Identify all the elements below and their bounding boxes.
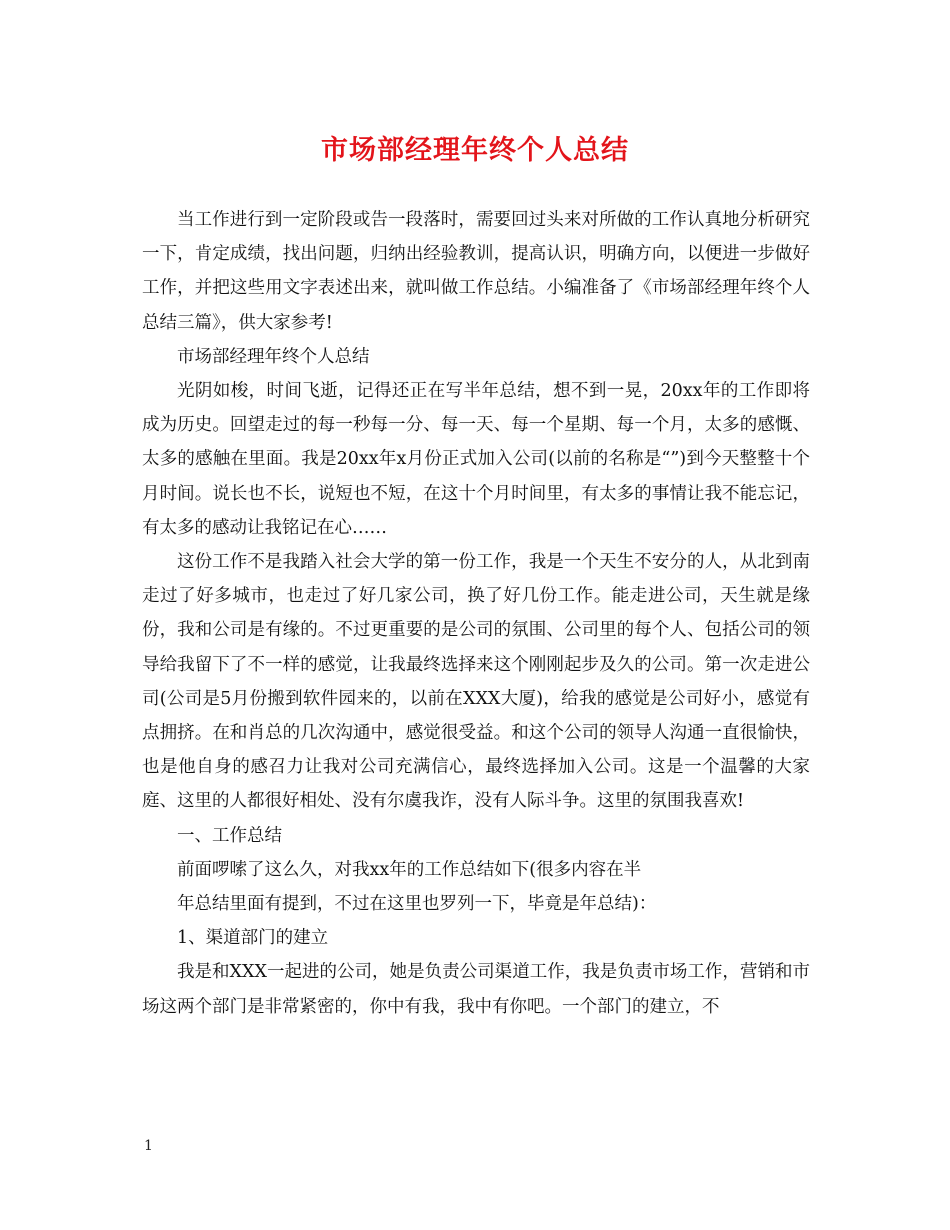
section-heading: 一、工作总结: [177, 825, 282, 846]
body-paragraph: 我是和XXX一起进的公司，她是负责公司渠道工作，我是负责市场工作，营销和市场这两个部门是非常紧密的，你中有我，我中有你吧。一个部门的建立，不: [142, 962, 810, 1017]
document-title: 市场部经理年终个人总结: [321, 135, 629, 166]
intro-paragraph: 当工作进行到一定阶段或告一段落时，需要回过头来对所做的工作认真地分析研究一下，肯定成绩，找出问题，归纳出经验教训，提高认识，明确方向，以便进一步做好工作，并把这些用文字表述出来，就叫做工作总结。小编准备了《市场部经理年终个人总结三篇》，供大家参考!: [142, 210, 810, 333]
body-paragraph: 年总结里面有提到，不过在这里也罗列一下，毕竟是年总结)：: [177, 894, 657, 915]
page-number: 1: [144, 1138, 153, 1154]
body-paragraph: 光阴如梭，时间飞逝，记得还正在写半年总结，想不到一晃，20xx年的工作即将成为历史。回望走过的每一秒每一分、每一天、每一个星期、每一个月，太多的感慨、太多的感触在里面。我是20xx年x月份正式加入公司(以前的名称是“”)到今天整整十个月时间。说长也不长，说短也不短，在这十个月时间里，有太多的事情让我不能忘记，有太多的感动让我铭记在心……: [142, 381, 810, 538]
body-paragraph: 这份工作不是我踏入社会大学的第一份工作，我是一个天生不安分的人，从北到南走过了好多城市，也走过了好几家公司，换了好几份工作。能走进公司，天生就是缘份，我和公司是有缘的。不过更重要的是公司的氛围、公司里的每个人、包括公司的领导给我留下了不一样的感觉，让我最终选择来这个刚刚起步及久的公司。第一次走进公司(公司是5月份搬到软件园来的，以前在XXX大厦)，给我的感觉是公司好小，感觉有点拥挤。在和肖总的几次沟通中，感觉很受益。和这个公司的领导人沟通一直很愉快，也是他自身的感召力让我对公司充满信心，最终选择加入公司。这是一个温馨的大家庭、这里的人都很好相处、没有尔虞我诈，没有人际斗争。这里的氛围我喜欢!: [142, 552, 810, 812]
subsection-heading: 1、渠道部门的建立: [177, 928, 329, 949]
document-body: [142, 203, 810, 1024]
body-paragraph: 前面啰嗦了这么久，对我xx年的工作总结如下(很多内容在半: [177, 859, 642, 880]
section-heading: 市场部经理年终个人总结: [177, 346, 370, 367]
